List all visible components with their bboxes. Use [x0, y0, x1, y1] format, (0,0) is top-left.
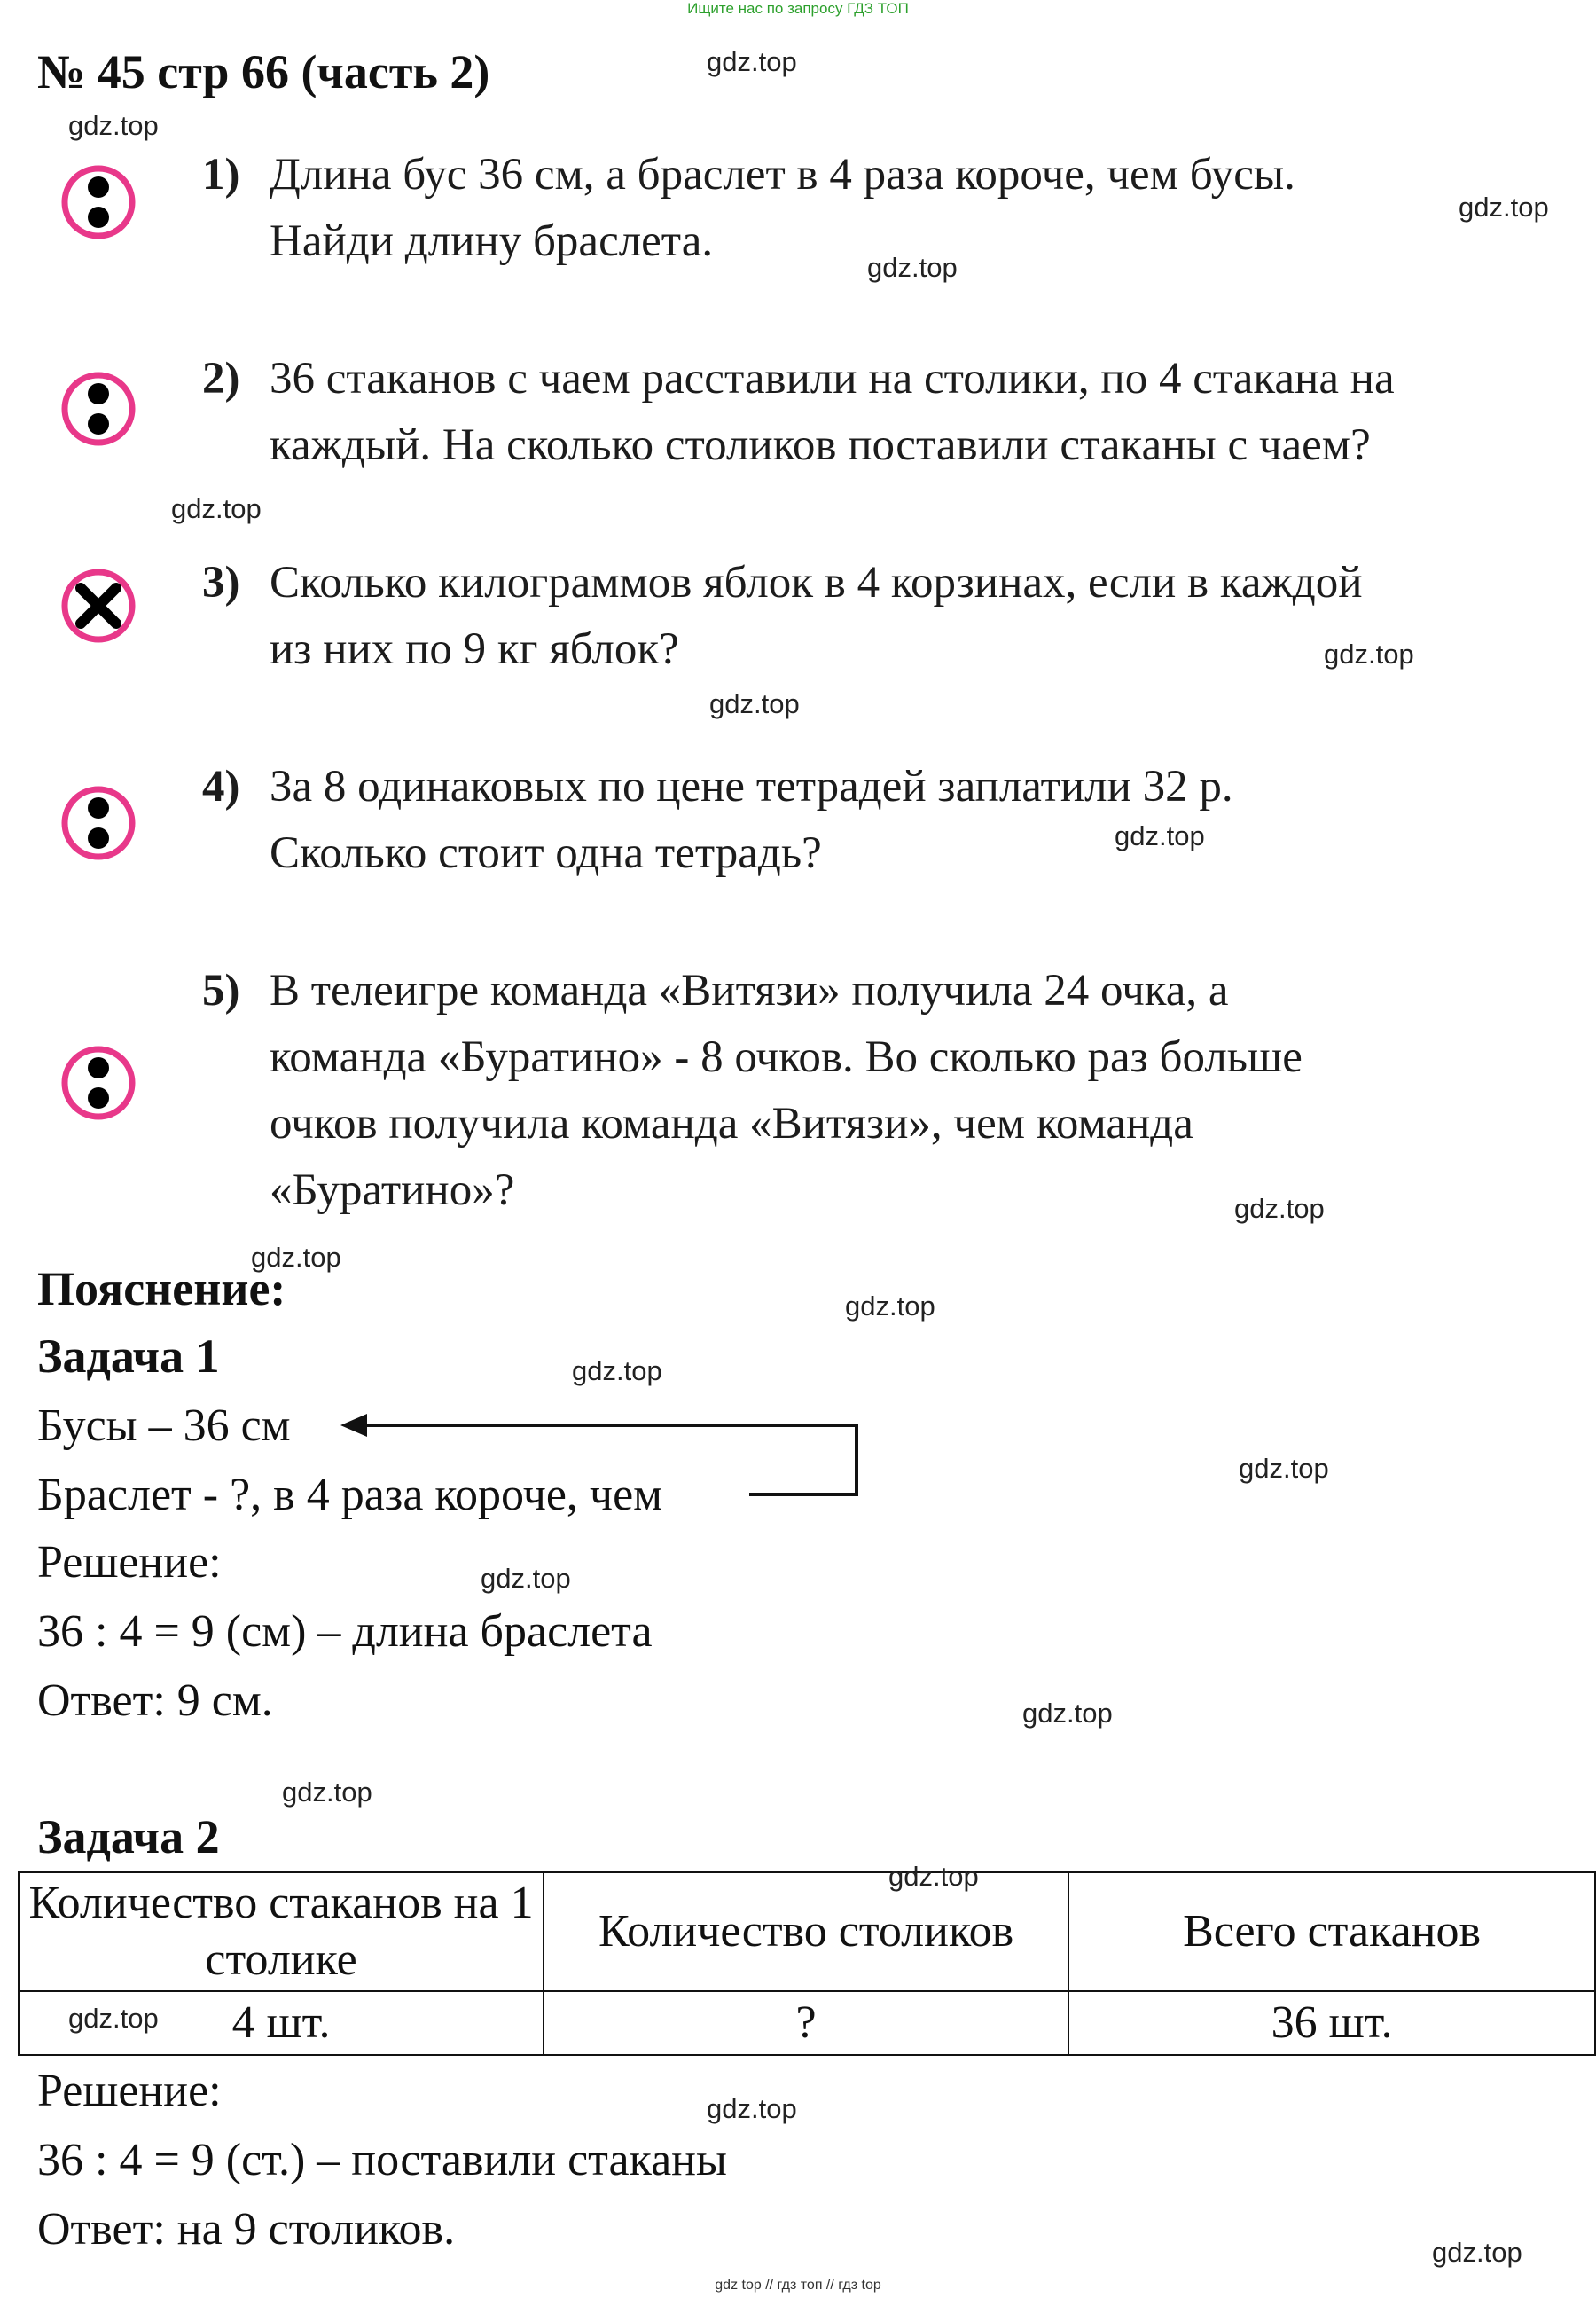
explanation-heading: Пояснение:: [37, 1262, 286, 1315]
task-2: [202, 346, 1568, 479]
watermark: gdz.top: [572, 1355, 662, 1386]
table-header-row: [19, 1872, 1595, 1991]
task-text-line: из них по 9 кг яблок?: [270, 624, 679, 674]
task1-bracelet-line: Браслет - ?, в 4 раза короче, чем: [37, 1470, 663, 1520]
two-dots-icon: [60, 1045, 137, 1121]
comparison-arrow-icon: [337, 1410, 869, 1508]
task-text-line: 36 стаканов с чаем расставили на столики, по 4 стакана на: [270, 354, 1395, 404]
task-text-line: каждый. На сколько столиков поставили стаканы с чаем?: [270, 420, 1371, 470]
task-text-line: В телеигре команда «Витязи» получила 24 очка, а: [270, 966, 1229, 1016]
watermark: gdz.top: [845, 1290, 935, 1322]
task-number: 1): [202, 150, 240, 200]
watermark: gdz.top: [171, 493, 262, 524]
watermark: gdz.top: [282, 1777, 372, 1808]
task-number: 2): [202, 354, 240, 404]
task-4: [202, 754, 1568, 887]
table-header-cell: Количество стаканов на 1 столике: [19, 1872, 544, 1991]
task-5: [202, 958, 1568, 1224]
watermark: gdz.top: [1115, 820, 1205, 851]
task2-solution: 36 : 4 = 9 (ст.) – поставили стаканы: [37, 2135, 727, 2185]
two-dots-icon: [60, 164, 137, 240]
page-title: № 45 стр 66 (часть 2): [37, 45, 490, 98]
watermark: gdz.top: [1324, 639, 1414, 670]
watermark: gdz.top: [68, 110, 159, 141]
watermark: gdz.top: [1459, 192, 1549, 223]
watermark: gdz.top: [251, 1242, 341, 1273]
task-text-line: За 8 одинаковых по цене тетрадей заплатили 32 р.: [270, 762, 1233, 812]
watermark: gdz.top: [867, 252, 958, 283]
task1-heading: Задача 1: [37, 1329, 220, 1383]
watermark: gdz.top: [68, 2003, 159, 2034]
task1-answer: Ответ: 9 см.: [37, 1675, 273, 1726]
watermark: gdz.top: [1432, 2237, 1522, 2268]
bottom-note: gdz top // гдз топ // гдз top: [715, 2278, 881, 2293]
watermark: gdz.top: [1022, 1698, 1113, 1729]
top-search-note: Ищите нас по запросу ГДЗ ТОП: [687, 0, 909, 17]
table-row: [19, 1991, 1595, 2055]
task1-solution: 36 : 4 = 9 (см) – длина браслета: [37, 1606, 653, 1657]
table-cell: 4 шт.: [19, 1991, 544, 2055]
watermark: gdz.top: [707, 2093, 797, 2124]
two-dots-icon: [60, 371, 137, 447]
task2-table: [18, 1871, 1596, 2056]
task-number: 5): [202, 966, 240, 1016]
task-text-line: Сколько стоит одна тетрадь?: [270, 828, 822, 878]
watermark: gdz.top: [707, 46, 797, 77]
task-text-line: Сколько килограммов яблок в 4 корзинах, если в каждой: [270, 558, 1363, 608]
task-text-line: Длина бус 36 см, а браслет в 4 раза короче, чем бусы.: [270, 150, 1295, 200]
two-dots-icon: [60, 785, 137, 861]
watermark: gdz.top: [888, 1861, 979, 1892]
table-cell: 36 шт.: [1068, 1991, 1595, 2055]
watermark: gdz.top: [1239, 1453, 1329, 1484]
task-text-line: очков получила команда «Витязи», чем команда: [270, 1099, 1193, 1149]
watermark: gdz.top: [481, 1563, 571, 1594]
multiply-icon: [60, 568, 137, 644]
task-number: 3): [202, 558, 240, 608]
watermark: gdz.top: [709, 688, 800, 719]
table-header-cell: Всего стаканов: [1068, 1872, 1595, 1991]
task2-solution-label: Решение:: [37, 2066, 222, 2116]
watermark: gdz.top: [1234, 1193, 1325, 1224]
task1-solution-label: Решение:: [37, 1537, 222, 1588]
table-cell: ?: [544, 1991, 1068, 2055]
table-header-cell: Количество столиков: [544, 1872, 1068, 1991]
task1-beads-line: Бусы – 36 см: [37, 1400, 291, 1451]
task-text-line: «Буратино»?: [270, 1165, 515, 1215]
task2-heading: Задача 2: [37, 1810, 220, 1863]
task-text-line: Найди длину браслета.: [270, 216, 714, 266]
task-number: 4): [202, 762, 240, 812]
task2-answer: Ответ: на 9 столиков.: [37, 2204, 456, 2255]
task-text-line: команда «Буратино» - 8 очков. Во сколько раз больше: [270, 1032, 1303, 1082]
